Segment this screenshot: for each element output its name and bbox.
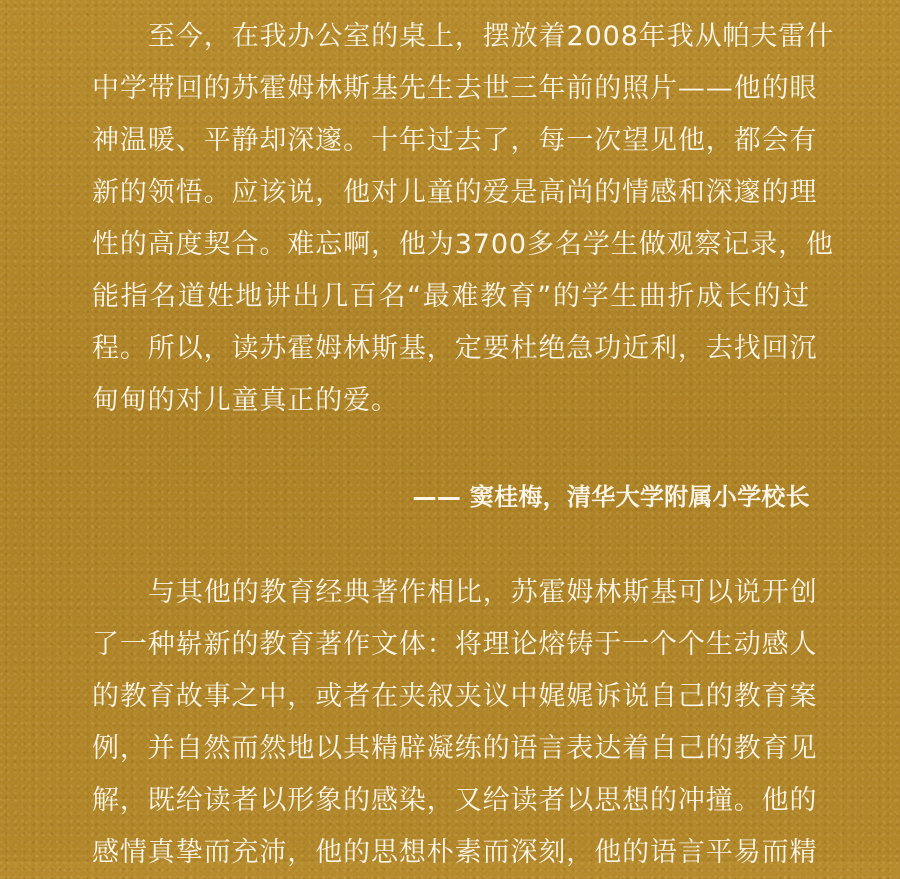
text-line: 的教育故事之中，或者在夹叙夹议中娓娓诉说自己的教育案: [92, 681, 818, 712]
text-line: 新的领悟。应该说，他对儿童的爱是高尚的情感和深邃的理: [92, 177, 818, 208]
text-line: 能指名道姓地讲出几百名“最难教育”的学生曲折成长的过: [92, 281, 810, 312]
text-line: 神温暖、平静却深邃。十年过去了，每一次望见他，都会有: [92, 125, 818, 156]
text-line: 解，既给读者以形象的感染，又给读者以思想的冲撞。他的: [92, 785, 818, 816]
quote-paragraph-1: [92, 11, 835, 427]
text-line: 至今，在我办公室的桌上，摆放着2008年我从帕夫雷什: [148, 21, 835, 52]
quote-attribution: —— 窦桂梅，清华大学附属小学校长: [412, 483, 810, 511]
page-content: [92, 11, 835, 879]
text-line: 与其他的教育经典著作相比，苏霍姆林斯基可以说开创: [148, 577, 818, 608]
text-line: 感情真挚而充沛，他的思想朴素而深刻，他的语言平易而精: [92, 837, 818, 868]
text-line: 了一种崭新的教育著作文体：将理论熔铸于一个个生动感人: [92, 629, 818, 660]
text-line: 例，并自然而然地以其精辟凝练的语言表达着自己的教育见: [92, 733, 818, 764]
quote-paragraph-2: [92, 567, 818, 879]
text-line: 性的高度契合。难忘啊，他为3700多名学生做观察记录，他: [92, 229, 834, 260]
text-line: 程。所以，读苏霍姆林斯基，定要杜绝急功近利，去找回沉: [92, 333, 818, 364]
text-line: 甸甸的对儿童真正的爱。: [92, 385, 399, 416]
text-line: 中学带回的苏霍姆林斯基先生去世三年前的照片——他的眼: [92, 73, 818, 104]
